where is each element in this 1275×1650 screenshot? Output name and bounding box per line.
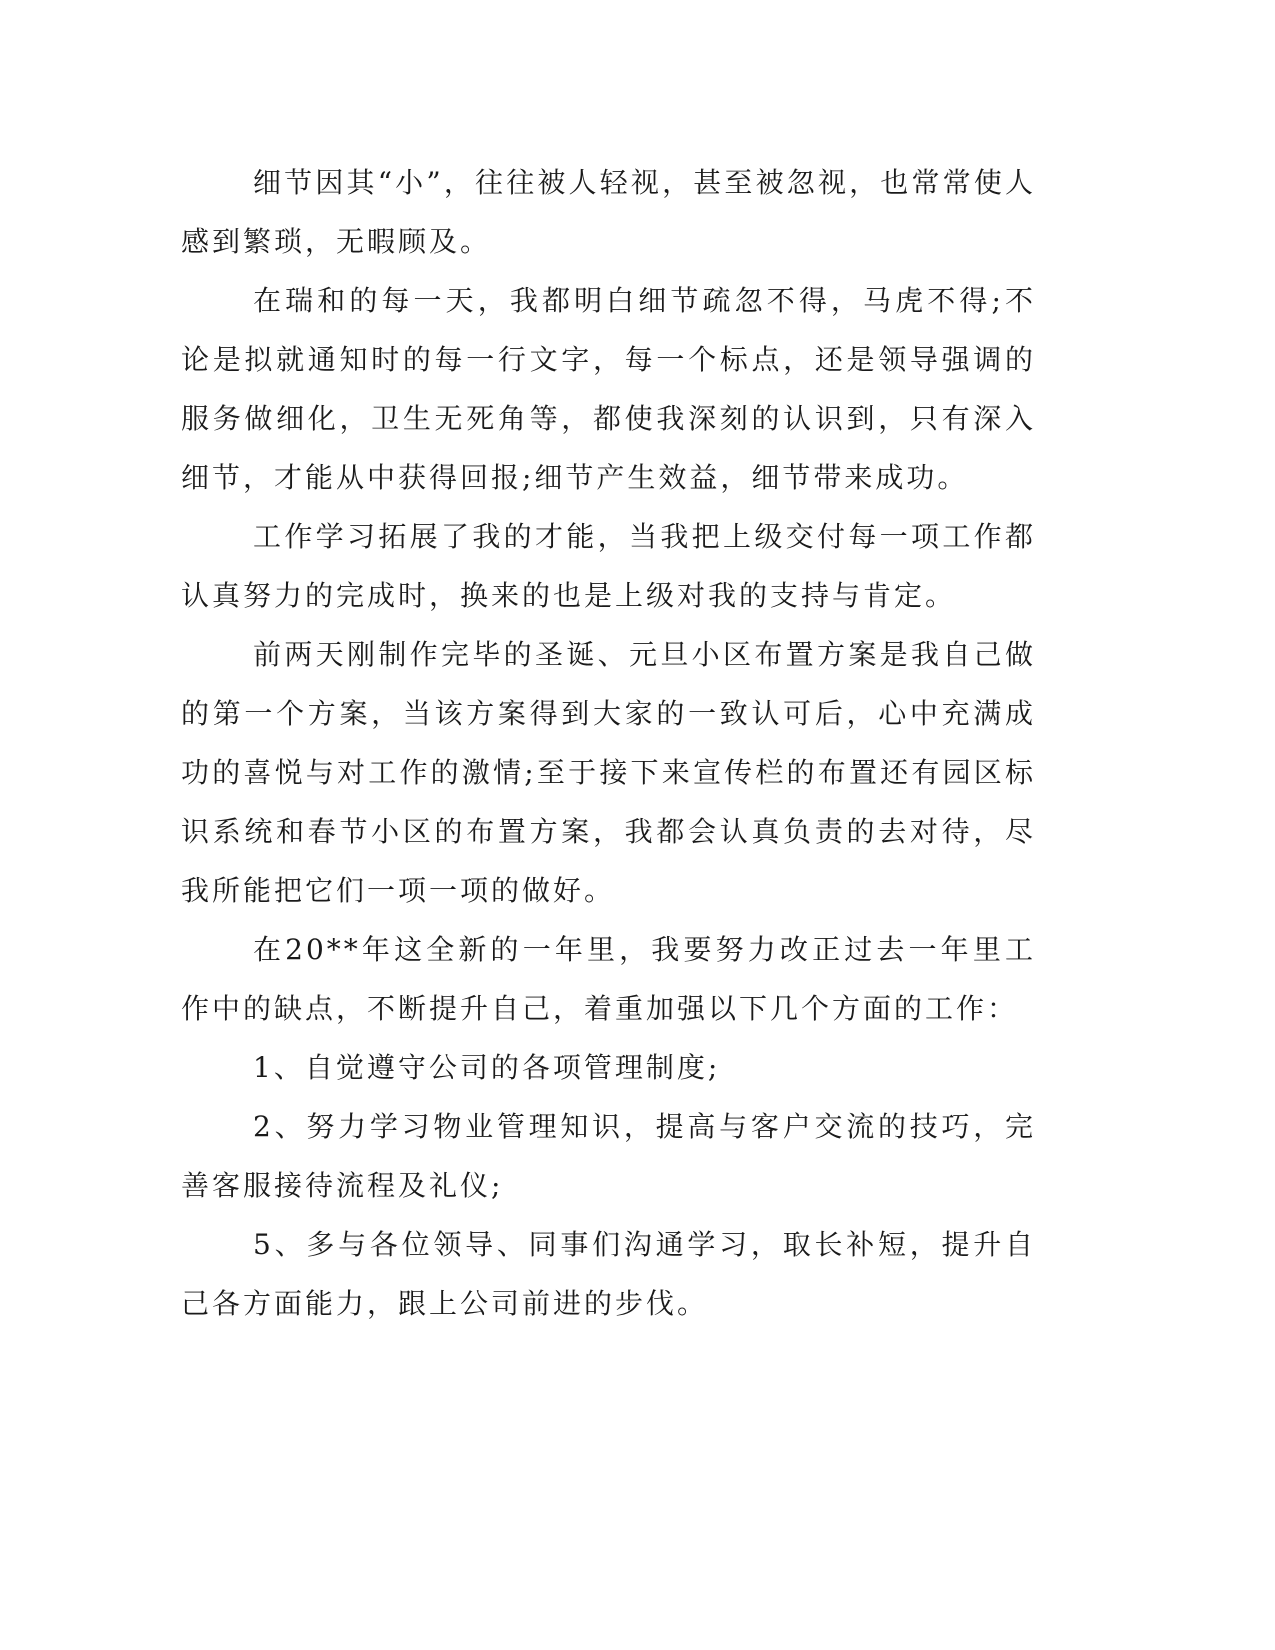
paragraph-holiday-plan: 前两天刚制作完毕的圣诞、元旦小区布置方案是我自己做的第一个方案，当该方案得到大家的一致认可后，心中充满成功的喜悦与对工作的激情;至于接下来宣传栏的布置还有园区标识系统和春节小区的布置方案，我都会认真负责的去对待，尽我所能把它们一项一项的做好。 bbox=[181, 638, 1036, 907]
paragraph-details-importance: 细节因其“小”，往往被人轻视，甚至被忽视，也常常使人感到繁琐，无暇顾及。 bbox=[181, 166, 1036, 258]
paragraph-new-year-goals: 在20**年这全新的一年里，我要努力改正过去一年里工作中的缺点，不断提升自己，着重加强以下几个方面的工作： bbox=[181, 933, 1036, 1025]
document-body bbox=[181, 153, 1036, 1333]
list-item-5: 5、多与各位领导、同事们沟通学习，取长补短，提升自己各方面能力，跟上公司前进的步伐。 bbox=[181, 1228, 1036, 1320]
list-item-1: 1、自觉遵守公司的各项管理制度; bbox=[253, 1051, 721, 1084]
paragraph-growth: 工作学习拓展了我的才能，当我把上级交付每一项工作都认真努力的完成时，换来的也是上级对我的支持与肯定。 bbox=[181, 520, 1036, 612]
list-item-2: 2、努力学习物业管理知识，提高与客户交流的技巧，完善客服接待流程及礼仪; bbox=[181, 1110, 1036, 1202]
paragraph-daily-work: 在瑞和的每一天，我都明白细节疏忽不得，马虎不得;不论是拟就通知时的每一行文字，每一个标点，还是领导强调的服务做细化，卫生无死角等，都使我深刻的认识到，只有深入细节，才能从中获得回报;细节产生效益，细节带来成功。 bbox=[181, 284, 1036, 494]
